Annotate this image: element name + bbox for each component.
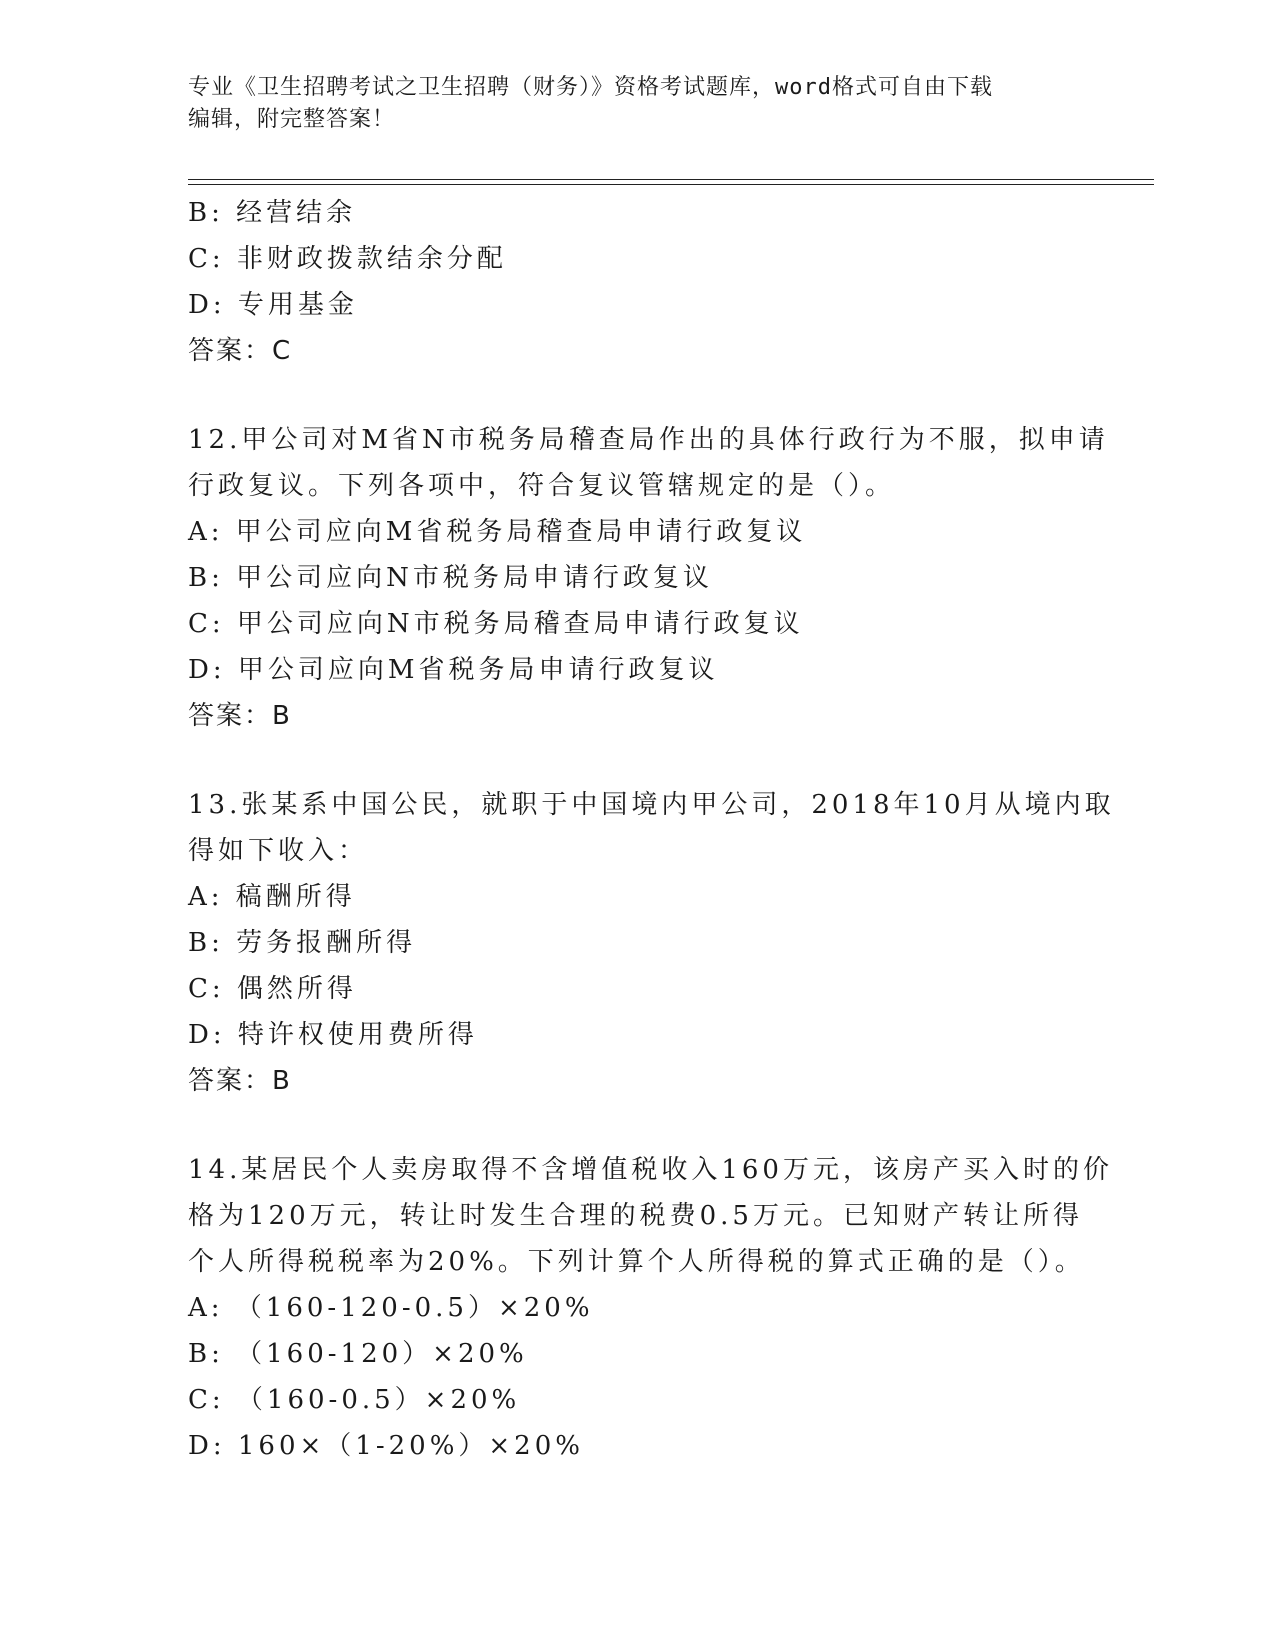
option-c: C: （160-0.5）×20% xyxy=(188,1385,521,1415)
option-c: C: 偶然所得 xyxy=(188,974,357,1004)
option-d: D: 甲公司应向M省税务局申请行政复议 xyxy=(188,655,719,685)
question-12 xyxy=(188,417,1109,739)
question-14 xyxy=(188,1147,1113,1469)
spacer xyxy=(188,739,1088,782)
spacer xyxy=(188,374,1088,417)
question-13 xyxy=(188,782,1115,1104)
option-b: B: （160-120）×20% xyxy=(188,1339,528,1369)
question-stem-line: 行政复议。下列各项中，符合复议管辖规定的是（）。 xyxy=(188,471,896,501)
header-line-2: 编辑，附完整答案！ xyxy=(188,107,396,132)
header-line-1: 专业《卫生招聘考试之卫生招聘（财务）》资格考试题库，word格式可自由下载 xyxy=(188,75,993,100)
document-header xyxy=(188,72,1088,136)
option-a: A: 甲公司应向M省税务局稽查局申请行政复议 xyxy=(188,517,807,547)
option-c: C: 甲公司应向N市税务局稽查局申请行政复议 xyxy=(188,609,804,639)
option-a: A: （160-120-0.5）×20% xyxy=(188,1293,594,1323)
header-divider-top xyxy=(188,179,1154,180)
option-d: D: 专用基金 xyxy=(188,290,358,320)
option-b: B: 经营结余 xyxy=(188,198,357,228)
question-list xyxy=(188,190,1115,1469)
answer-label: 答案：B xyxy=(188,701,292,731)
answer-label: 答案：B xyxy=(188,1066,292,1096)
question-stem-line: 得如下收入： xyxy=(188,836,369,866)
header-divider-bottom xyxy=(188,184,1154,185)
option-d: D: 160×（1-20%）×20% xyxy=(188,1431,584,1461)
option-c: C: 非财政拨款结余分配 xyxy=(188,244,507,274)
question-stem-line: 12.甲公司对M省N市税务局稽查局作出的具体行政行为不服，拟申请 xyxy=(188,425,1109,455)
question-stem-line: 13.张某系中国公民，就职于中国境内甲公司，2018年10月从境内取 xyxy=(188,790,1115,820)
question-stem-line: 个人所得税税率为20%。下列计算个人所得税的算式正确的是（）。 xyxy=(188,1247,1085,1277)
option-b: B: 劳务报酬所得 xyxy=(188,928,417,958)
question-stem-line: 格为120万元，转让时发生合理的税费0.5万元。已知财产转让所得 xyxy=(188,1201,1083,1231)
option-d: D: 特许权使用费所得 xyxy=(188,1020,478,1050)
option-b: B: 甲公司应向N市税务局申请行政复议 xyxy=(188,563,713,593)
question-stem-line: 14.某居民个人卖房取得不含增值税收入160万元，该房产买入时的价 xyxy=(188,1155,1113,1185)
question-11-continuation xyxy=(188,190,1088,374)
spacer xyxy=(188,1104,1088,1147)
option-a: A: 稿酬所得 xyxy=(188,882,356,912)
answer-label: 答案：C xyxy=(188,336,293,366)
